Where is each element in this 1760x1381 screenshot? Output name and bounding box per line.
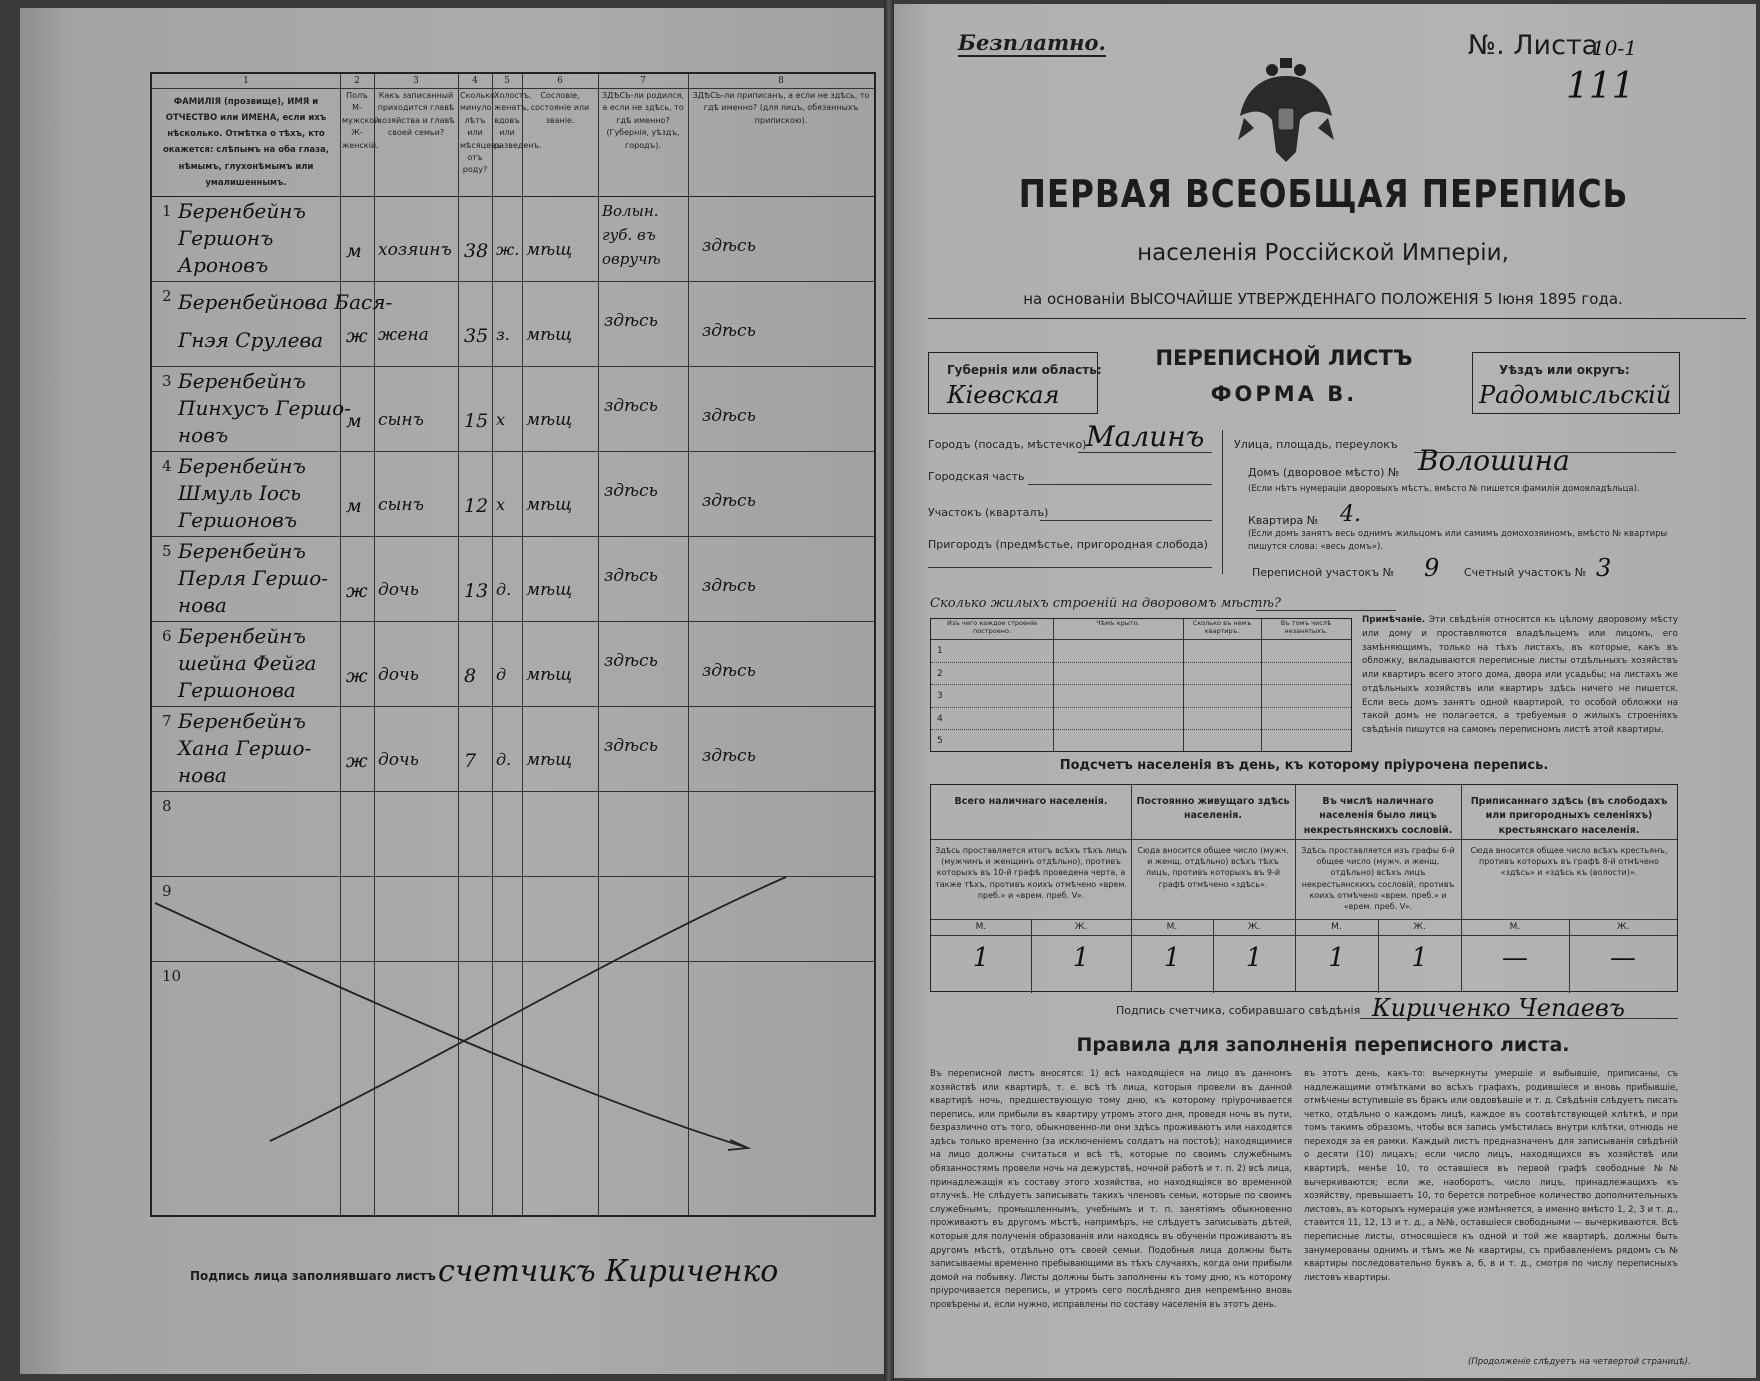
house-note: (Если нѣтъ нумераціи дворовыхъ мѣстъ, вмѣсто № пишется фамилія домовладѣльца). [1248, 484, 1640, 494]
relation-value: дочь [378, 665, 419, 685]
column-header: ЗДѢСЬ-ли приписанъ, а если не здѣсь, то гдѣ именно? (для лицъ, обязанныхъ припискою). [692, 91, 870, 125]
column-number: 4 [472, 76, 478, 86]
count-f-value: 1 [1245, 943, 1263, 973]
count-column-header: Въ числѣ наличнаго населенія было лицъ некрестьянскихъ сословій. [1303, 796, 1453, 836]
title-wrap [890, 172, 1756, 216]
person-name-line: Перля Гершо- [178, 566, 329, 590]
note-block [1362, 614, 1678, 738]
row-divider [931, 729, 1351, 730]
count-column-header: Приписаннаго здѣсь (въ слободахъ или пригородныхъ селеніяхъ) крестьянскаго населенія. [1470, 796, 1668, 836]
enumerator-signature: Кириченко Чепаевъ [1372, 994, 1625, 1022]
person-name-line: Беренбейнъ [178, 199, 306, 223]
note-title: Примѣчаніе. [1362, 615, 1426, 625]
row-number: 3 [162, 372, 172, 390]
header-rule [931, 839, 1677, 840]
count-f-value: — [1610, 943, 1636, 973]
guberniya-box [928, 352, 1102, 414]
person-name-line: шейна Фейга [178, 651, 317, 675]
birthplace-value: здѣсь [604, 651, 658, 671]
sex-subheader-rule [931, 935, 1677, 936]
count-column-header: Всего наличнаго населенія. [954, 796, 1108, 807]
column-number: 8 [778, 76, 784, 86]
row-divider [931, 707, 1351, 708]
person-name-line: Беренбейнова Бася- [178, 290, 393, 314]
free-label: Безплатно. [958, 30, 1106, 55]
column-header: Холостъ, женатъ, вдовъ или разведенъ. [494, 91, 542, 150]
marital-value: д. [496, 750, 512, 769]
person-name-line: Беренбейнъ [178, 709, 306, 733]
rules-title: Правила для заполненія переписного листа. [1076, 1034, 1570, 1056]
count-area-value: 3 [1596, 554, 1612, 582]
note-text: Эти свѣдѣнія относятся къ цѣлому дворовому мѣсту или дому и проставляются владѣльцемъ или лицомъ, его замѣняющимъ, только на тѣхъ листахъ, въ которые, какъ въ обложку, вкладываются переписные листы отдѣльныхъ хозяйствъ или квартиръ всего этого дома, двора или усадьбы; на листахъ же отдѣльныхъ хозяйствъ или квартиръ здѣсь ничего не пишется. Если весь домъ занятъ одной квартирой, то особой обложки на такой домъ не полагается, а требуемыя о жилыхъ строеніяхъ свѣдѣнія пишутся на самомъ переписномъ листѣ этой квартиры. [1362, 615, 1678, 735]
count-area-label: Счетный участокъ № [1464, 566, 1587, 579]
row-number: 6 [162, 627, 172, 645]
age-value: 12 [464, 495, 489, 517]
buildings-table [930, 618, 1352, 752]
person-name-line: нова [178, 763, 227, 787]
subtitle: населенія Россійской Имперіи, [1137, 240, 1509, 266]
census-area-value: 9 [1424, 554, 1440, 582]
count-m-value: 1 [1328, 943, 1345, 973]
marital-value: ж. [496, 240, 520, 259]
buildings-row-number: 2 [937, 668, 943, 679]
marital-value: д [496, 665, 507, 684]
sex-f-label: Ж. [1413, 922, 1426, 932]
relation-value: сынъ [378, 410, 424, 430]
signer-signature: счетчикъ Кириченко [438, 1254, 779, 1289]
street-label: Улица, площадь, переулокъ [1234, 438, 1398, 451]
count-column-text: Сюда вносится общее число всѣхъ крестьянъ, противъ которыхъ въ графѣ 8-й отмѣчено «здѣсь» и «здѣсь къ (волости)». [1470, 846, 1668, 878]
estate-value: мѣщ [526, 750, 573, 770]
city-part-label: Городская часть [928, 470, 1025, 483]
person-name-line: Беренбейнъ [178, 539, 306, 563]
uezd-label: Уѣздъ или округъ: [1499, 363, 1630, 377]
column-header: Сословіе, состояніе или званіе. [530, 91, 590, 125]
sex-f-label: Ж. [1074, 922, 1088, 932]
column-number: 3 [413, 76, 419, 86]
sex-value: м [346, 240, 362, 262]
row-number: 5 [162, 542, 172, 560]
person-name-line: Шмуль Іось [178, 481, 302, 505]
sex-f-label: Ж. [1247, 922, 1261, 932]
estate-value: мѣщ [526, 580, 573, 600]
birthplace-value: Волын. [602, 202, 659, 220]
marital-value: х [496, 410, 506, 429]
flat-label: Квартира № [1248, 514, 1319, 527]
birthplace-value: здѣсь [604, 736, 658, 756]
sex-m-label: М. [975, 922, 987, 932]
birthplace-value: здѣсь [604, 566, 658, 586]
row-divider [931, 662, 1351, 663]
sex-m-label: М. [1509, 922, 1521, 932]
buildings-question: Сколько жилыхъ строеній на дворовомъ мѣстѣ? [930, 596, 1281, 611]
relation-value: хозяинъ [378, 240, 452, 260]
rules-left-column: Въ переписной листъ вносятся: 1) всѣ находящіеся на лицо въ данномъ хозяйствѣ или квартирѣ, т. е. всѣ тѣ лица, которыя провели въ данной квартирѣ ночь, предшествующую тому дню, къ которому пріурочивается перепись, или прибыли въ квартиру утромъ этого дня, проведя ночь въ пути, безразлично отъ того, обыкновенно-ли они здѣсь проживаютъ или находятся здѣсь только временно (за исключеніемъ солдатъ на постоѣ); находящимися на лицо должны считаться и всѣ тѣ, которые по своимъ служебнымъ обязанностямъ провели ночь на дежурствѣ, ночной работѣ и т. п. 2) всѣ лица, принадлежащія къ составу этого хозяйства, но находящіяся во временной отлучкѣ. Не слѣдуетъ записывать такихъ членовъ семьи, которые по своимъ служебнымъ, промышленнымъ, учебнымъ и т. п. занятіямъ обыкновенно проживаютъ въ другомъ мѣстѣ, напримѣръ, не слѣдуетъ записывать дѣтей, которыя для полученія образованія или находясь въ обученіи проживаютъ въ другомъ мѣстѣ, отдѣльно отъ своей семьи. Подобныя лица должны быть записываемы временно пребывающими въ тѣхъ случаяхъ, когда они прибыли домой на побывку. Листы должны быть заполнены къ тому дню, къ которому пріурочивается перепись, и утромъ сего послѣдняго дня непремѣнно вновь провѣрены и, если нужно, исправлены по составу населенія въ этотъ день. [930, 1069, 1292, 1310]
row-number: 7 [162, 712, 172, 730]
count-column-text: Здѣсь проставляется изъ графы 6-й общее число (мужч. и женщ. отдѣльно) всѣхъ лицъ некрестьянскихъ сословій, противъ коихъ отмѣчено «врем. преб.» и «врем. преб. V». [1301, 846, 1455, 911]
estate-value: мѣщ [526, 665, 573, 685]
count-m-value: 1 [972, 943, 990, 973]
form-subtitle: ФОРМА В. [1210, 382, 1358, 406]
city-part-line [1028, 484, 1212, 485]
address-separator [1222, 430, 1223, 574]
row-number: 8 [162, 797, 172, 815]
city-label: Городъ (посадъ, мѣстечко) [928, 438, 1087, 451]
birthplace-value: здѣсь [604, 481, 658, 501]
person-name-line: Пинхусъ Гершо- [178, 396, 351, 420]
buildings-row-number: 1 [937, 646, 943, 656]
buildings-header: Въ томъ числѣ незанятыхъ. [1280, 619, 1332, 635]
estate-value: мѣщ [526, 410, 573, 430]
guberniya-value: Кіевская [947, 381, 1060, 409]
city-value: Малинъ [1086, 420, 1205, 453]
column-number: 2 [354, 76, 360, 86]
house-label: Домъ (дворовое мѣсто) № [1248, 466, 1400, 479]
rules-continued: (Продолженіе слѣдуетъ на четвертой страницѣ). [1468, 1357, 1691, 1367]
marital-value: х [496, 495, 506, 514]
guberniya-label: Губернія или область: [947, 363, 1102, 377]
count-f-value: 1 [1411, 943, 1428, 973]
column-number: 5 [504, 76, 510, 86]
relation-value: дочь [378, 580, 419, 600]
buildings-row-number: 5 [937, 736, 943, 746]
person-name-line: Хана Гершо- [178, 736, 312, 760]
column-number: 1 [243, 76, 249, 86]
count-column-header: Постоянно живущаго здѣсь населенія. [1136, 796, 1290, 822]
count-table [930, 784, 1678, 992]
birthplace-value: здѣсь [604, 311, 658, 331]
column-header: Сколько минуло лѣтъ или мѣсяцевъ отъ роду? [460, 91, 502, 175]
birthplace-value: здѣсь [604, 396, 658, 416]
sex-value: ж [346, 665, 368, 687]
row-number: 4 [162, 457, 172, 475]
sex-value: ж [346, 750, 368, 772]
relation-value: сынъ [378, 495, 424, 515]
form-title: ПЕРЕПИСНОЙ ЛИСТЪ [1155, 346, 1413, 370]
column-number: 7 [640, 76, 646, 86]
row-number: 2 [162, 287, 172, 305]
estate-value: мѣщ [526, 240, 573, 260]
census-area-label: Переписной участокъ № [1252, 566, 1395, 579]
buildings-header: Сколько въ немъ квартиръ. [1192, 619, 1252, 635]
estate-value: мѣщ [526, 325, 573, 345]
age-value: 8 [464, 665, 477, 687]
row-divider [931, 684, 1351, 685]
person-name-line: Гершонова [178, 678, 296, 702]
registered-value: здѣсь [702, 406, 756, 426]
sex-header-rule [931, 919, 1677, 920]
person-name-line: Гершоновъ [178, 508, 298, 532]
birthplace-value: губ. въ [602, 226, 656, 244]
sex-value: м [346, 495, 362, 517]
marital-value: д. [496, 580, 512, 599]
sex-value: ж [346, 580, 368, 602]
buildings-header: Чѣмъ крыто. [1096, 619, 1140, 627]
count-column-text: Здѣсь проставляется итогъ всѣхъ тѣхъ лицъ (мужчинъ и женщинъ отдѣльно), противъ которыхъ въ 10-й графѣ проведена черта, а также тѣхъ, противъ коихъ отмѣчено «врем. преб.» и «врем. преб. V». [935, 846, 1127, 900]
age-value: 38 [464, 240, 489, 262]
buildings-line [1256, 610, 1396, 611]
registered-value: здѣсь [702, 576, 756, 596]
column-number: 6 [557, 76, 563, 86]
enumerator-label: Подпись счетчика, собиравшаго свѣдѣнія [1116, 1004, 1361, 1017]
row-number: 10 [162, 967, 182, 985]
sheet-number-handwritten: 111 [1566, 66, 1635, 107]
relation-value: дочь [378, 750, 419, 770]
age-value: 35 [464, 325, 489, 347]
sex-value: м [346, 410, 362, 432]
flat-note: (Если домъ занятъ весь однимъ жильцомъ или самимъ домохозяиномъ, вмѣсто № квартиры пишутся слова: «весь домъ»). [1248, 529, 1668, 552]
suburb-line [928, 567, 1212, 568]
header-rule [931, 639, 1351, 640]
legal-basis: на основаніи ВЫСОЧАЙШЕ УТВЕРЖДЕННАГО ПОЛОЖЕНІЯ 5 Іюня 1895 года. [1023, 290, 1623, 308]
person-name-line: Гнэя Срулева [178, 328, 324, 352]
sex-value: ж [346, 325, 368, 347]
age-value: 7 [464, 750, 477, 772]
uezd-box [1472, 352, 1680, 414]
sheet-number-value: 10-1 [1592, 36, 1637, 60]
row-number: 9 [162, 882, 172, 900]
uezd-value: Радомысльскій [1479, 381, 1672, 409]
signer-label: Подпись лица заполнявшаго листъ [190, 1269, 436, 1283]
column-header: Какъ записанный приходится главѣ хозяйства и главѣ своей семьи? [377, 91, 455, 138]
sex-m-label: М. [1166, 922, 1178, 932]
marital-value: з. [496, 325, 510, 344]
house-value: Волошина [1418, 444, 1570, 477]
count-f-value: 1 [1072, 943, 1090, 973]
registered-value: здѣсь [702, 491, 756, 511]
flat-value: 4. [1340, 502, 1361, 527]
count-column-text: Сюда вносится общее число (мужч. и женщ. отдѣльно) всѣхъ тѣхъ лицъ, противъ которыхъ въ 9-й графѣ отмѣчено «здѣсь». [1137, 846, 1289, 889]
person-name-line: Ароновъ [178, 253, 269, 277]
registered-value: здѣсь [702, 321, 756, 341]
person-name-line: Беренбейнъ [178, 369, 306, 393]
person-name-line: нова [178, 593, 227, 617]
person-name-line: новъ [178, 423, 229, 447]
person-name-line: Беренбейнъ [178, 454, 306, 478]
column-header: ФАМИЛІЯ (прозвище), ИМЯ и ОТЧЕСТВО или ИМЕНА, если ихъ нѣсколько. Отмѣтка о тѣхъ, кто окажется: слѣпымъ на оба глаза, нѣмымъ, глухонѣмымъ или умалишеннымъ. [162, 97, 330, 188]
age-value: 13 [464, 580, 489, 602]
sex-m-label: М. [1331, 922, 1342, 932]
estate-value: мѣщ [526, 495, 573, 515]
registered-value: здѣсь [702, 236, 756, 256]
column-header: ЗДѢСЬ-ли родился, а если не здѣсь, то гдѣ именно? (Губернія, уѣздъ, городъ). [602, 91, 684, 150]
relation-value: жена [378, 325, 429, 345]
double-headed-eagle-icon [1236, 56, 1336, 166]
buildings-row-number: 4 [937, 713, 943, 724]
count-m-value: 1 [1163, 943, 1181, 973]
person-name-line: Беренбейнъ [178, 624, 306, 648]
divider [928, 318, 1746, 319]
birthplace-value: овручѣ [602, 250, 661, 268]
sheet-number-label: №. Листа [1468, 30, 1599, 61]
person-name-line: Гершонъ [178, 226, 274, 250]
row-number: 1 [162, 202, 172, 220]
count-title: Подсчетъ населенія въ день, къ которому пріурочена перепись. [1059, 758, 1549, 773]
suburb-label: Пригородъ (предмѣстье, пригородная слобода) [928, 538, 1208, 551]
district-line [1040, 520, 1212, 521]
column-header: Полъ М-мужской. Ж-женскій. [342, 91, 382, 150]
main-title: ПЕРВАЯ ВСЕОБЩАЯ ПЕРЕПИСЬ [1018, 172, 1628, 216]
buildings-header: Изъ чего каждое строеніе построено. [946, 619, 1038, 635]
age-value: 15 [464, 410, 489, 432]
rules-right-column: въ этотъ день, какъ-то: вычеркнуты умершіе и выбывшіе, приписаны, съ надлежащими отмѣтками во всѣхъ графахъ, родившіеся и вновь прибывшіе, отмѣчены вступившіе въ бракъ или овдовѣвшіе и т. д. Свѣдѣнія слѣдуетъ писать четко, отдѣльно о каждомъ лицѣ, каждое въ соотвѣтствующей клѣткѣ, и при томъ такимъ образомъ, чтобы вся запись умѣстилась внутри клѣтки, отнюдь не переходя за ея рамки. Каждый листъ предназначенъ для записыванія свѣдѣній о десяти (10) лицахъ; если число лицъ, находящихся въ хозяйствѣ или квартирѣ, менѣе 10, то оставшіеся въ первой графѣ свободные №№ вычеркиваются; если же, наоборотъ, число лицъ, принадлежащихъ къ хозяйству, превышаетъ 10, то берется потребное количество дополнительныхъ листовъ, въ которыхъ нумерація уже измѣняется, а именно вмѣсто 1, 2, 3 и т. д., ставится 11, 12, 13 и т. д., а №№, оставшіеся свободными — вычеркиваются. Всѣ переписные листы, относящіеся къ одной и той же квартирѣ, должны быть занумерованы однимъ и тѣмъ же № квартиры, съ прибавленіемъ рядомъ съ № квартиры последовательно буквъ а, б, в и т. д., смотря по числу переписныхъ листовъ квартиры. [1304, 1069, 1678, 1283]
sex-f-label: Ж. [1616, 922, 1630, 932]
count-m-value: — [1502, 943, 1528, 973]
district-label: Участокъ (кварталъ) [928, 506, 1049, 519]
registered-value: здѣсь [702, 661, 756, 681]
buildings-row-number: 3 [937, 691, 943, 701]
registered-value: здѣсь [702, 746, 756, 766]
